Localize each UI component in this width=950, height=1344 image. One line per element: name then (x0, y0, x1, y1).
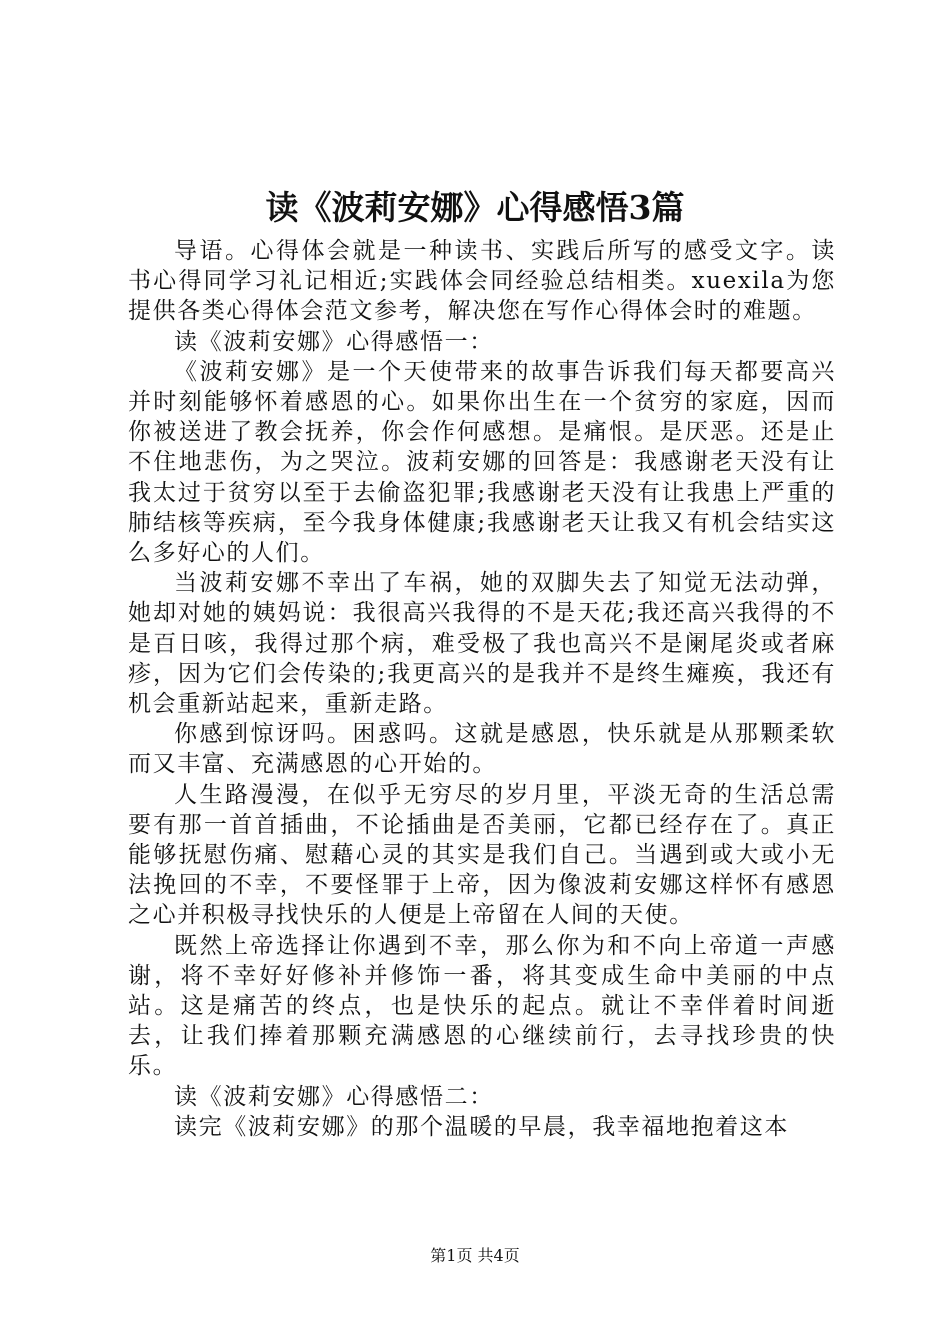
paragraph: 既然上帝选择让你遇到不幸，那么你为和不向上帝道一声感谢，将不幸好好修补并修饰一番，将其变成生命中美丽的中点站。这是痛苦的终点，也是快乐的起点。就让不幸伴着时间逝去，让我们捧着那颗充满感恩的心继续前行，去寻找珍贵的快乐。 (128, 932, 836, 1080)
section-heading-1: 读《波莉安娜》心得感悟一： (174, 328, 494, 355)
section-heading-2: 读《波莉安娜》心得感悟二： (174, 1083, 494, 1110)
paragraph: 人生路漫漫，在似乎无穷尽的岁月里，平淡无奇的生活总需要有那一首首插曲，不论插曲是否美丽，它都已经存在了。真正能够抚慰伤痛、慰藉心灵的其实是我们自己。当遇到或大或小无法挽回的不幸，不要怪罪于上帝，因为像波莉安娜这样怀有感恩之心并积极寻找快乐的人便是上帝留在人间的天使。 (128, 781, 836, 929)
paragraph: 《波莉安娜》是一个天使带来的故事告诉我们每天都要高兴并时刻能够怀着感恩的心。如果你出生在一个贫穷的家庭，因而你被送进了教会抚养，你会作何感想。是痛恨。是厌恶。还是止不住地悲伤，为之哭泣。波莉安娜的回答是：我感谢老天没有让我太过于贫穷以至于去偷盗犯罪;我感谢老天没有让我患上严重的肺结核等疾病，至今我身体健康;我感谢老天让我又有机会结实这么多好心的人们。 (128, 358, 836, 567)
paragraph: 你感到惊讶吗。困惑吗。这就是感恩，快乐就是从那颗柔软而又丰富、充满感恩的心开始的。 (128, 721, 836, 778)
document-body (128, 236, 836, 1142)
paragraph-intro: 导语。心得体会就是一种读书、实践后所写的感受文字。读书心得同学习礼记相近;实践体会同经验总结相类。xuexila为您提供各类心得体会范文参考，解决您在写作心得体会时的难题。 (128, 238, 836, 325)
page-number-footer: 第1页 共4页 (430, 1246, 520, 1265)
document-title: 读《波莉安娜》心得感悟3篇 (265, 188, 685, 227)
paragraph: 当波莉安娜不幸出了车祸，她的双脚失去了知觉无法动弹，她却对她的姨妈说：我很高兴我得的不是天花;我还高兴我得的不是百日咳，我得过那个病，难受极了我也高兴不是阑尾炎或者麻疹，因为它们会传染的;我更高兴的是我并不是终生瘫痪，我还有机会重新站起来，重新走路。 (128, 570, 836, 718)
paragraph: 读完《波莉安娜》的那个温暖的早晨，我幸福地抱着这本 (174, 1113, 789, 1140)
